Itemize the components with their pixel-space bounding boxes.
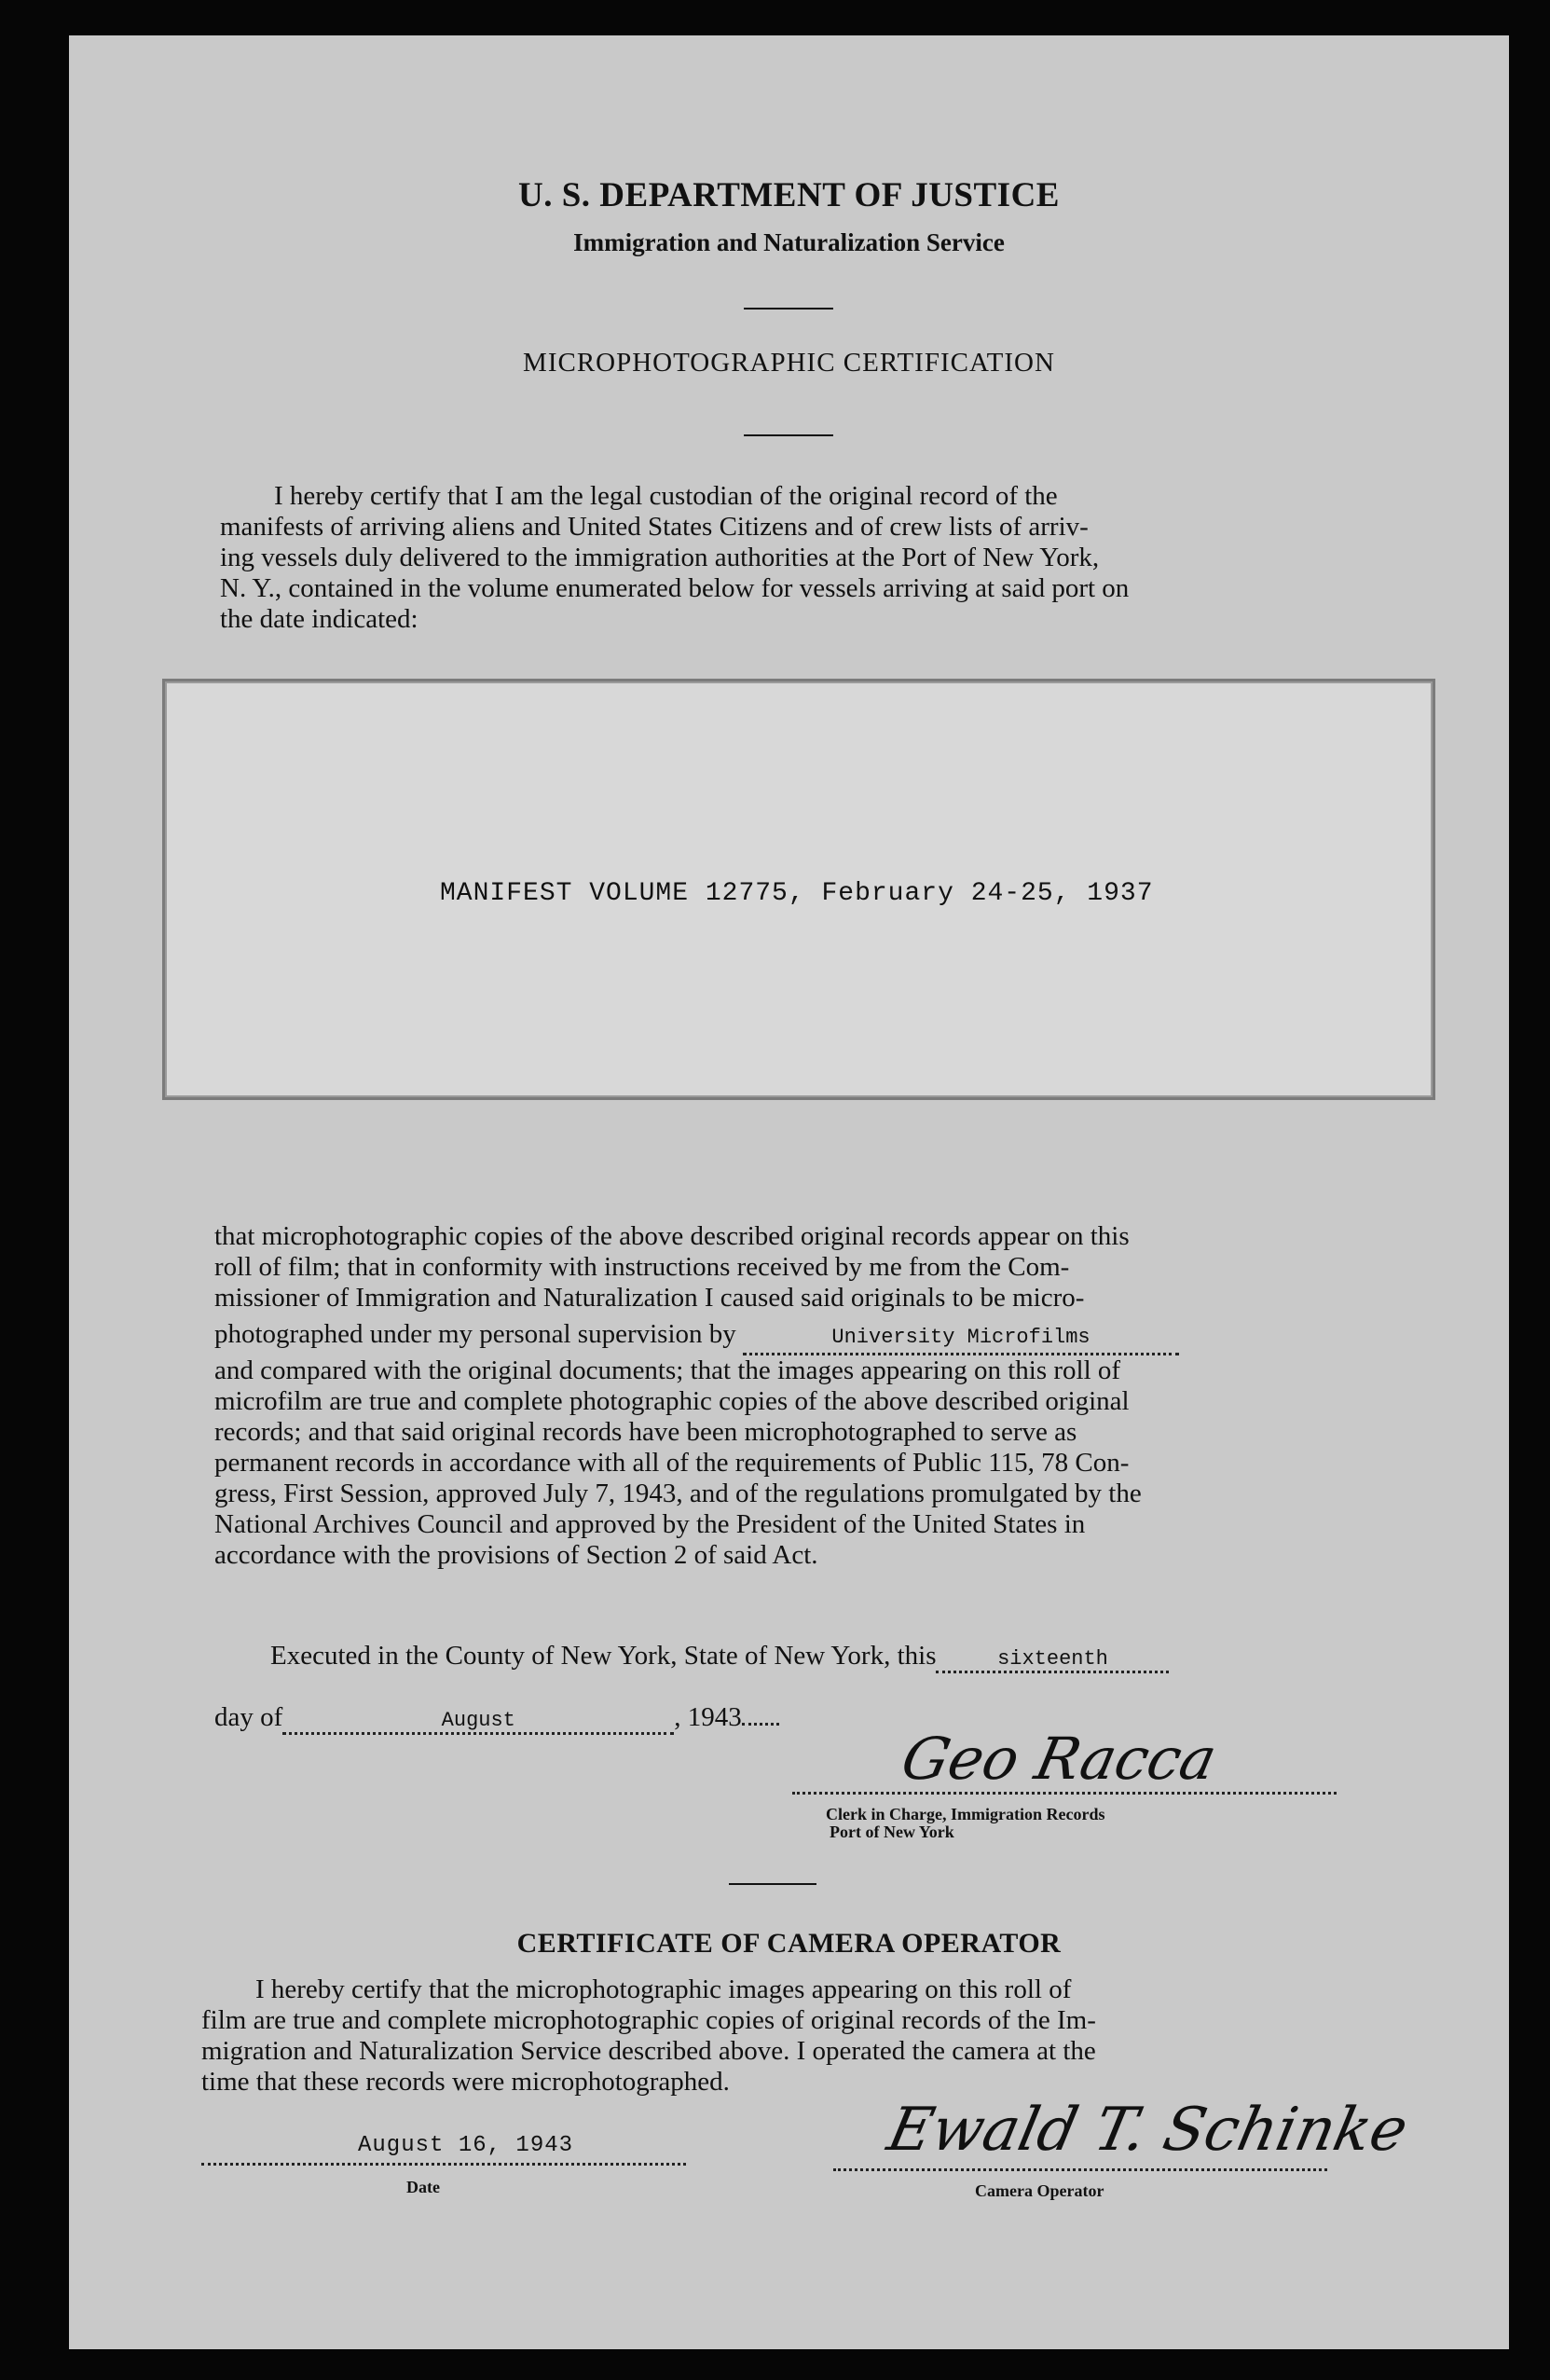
operator-signature: Ewald T. Schinke bbox=[882, 2096, 1414, 2165]
custodian-body bbox=[214, 1221, 1417, 1571]
executed-month-field: August bbox=[282, 1709, 674, 1735]
executed-year: , 1943 bbox=[674, 1702, 742, 1732]
volume-description: MANIFEST VOLUME 12775, February 24-25, 1937 bbox=[440, 879, 1154, 908]
clerk-signature: Geo Racca bbox=[896, 1725, 1223, 1793]
camera-line: time that these records were microphotographed. bbox=[201, 2067, 730, 2097]
camera-certificate-title: CERTIFICATE OF CAMERA OPERATOR bbox=[516, 1928, 1062, 1959]
body-line: gress, First Session, approved July 7, 1943, and of the regulations promulgated by the bbox=[214, 1479, 1142, 1508]
executed-prefix: Executed in the County of New York, State of New York, this bbox=[270, 1641, 937, 1671]
divider bbox=[744, 434, 833, 436]
divider bbox=[744, 308, 833, 310]
operator-label: Camera Operator bbox=[975, 2181, 1104, 2200]
body-line: roll of film; that in conformity with instructions received by me from the Com- bbox=[214, 1252, 1070, 1282]
camera-line: migration and Naturalization Service described above. I operated the camera at the bbox=[201, 2036, 1096, 2066]
day-of-prefix: day of bbox=[214, 1702, 283, 1732]
executed-day-field: sixteenth bbox=[936, 1647, 1169, 1673]
custodian-intro bbox=[220, 481, 1422, 635]
body-line: and compared with the original documents; that the images appearing on this roll of bbox=[214, 1355, 1121, 1385]
body-line: National Archives Council and approved by the President of the United States in bbox=[214, 1509, 1086, 1539]
supervision-by-field: University Microfilms bbox=[743, 1322, 1179, 1355]
intro-line: manifests of arriving aliens and United States Citizens and of crew lists of arriv- bbox=[220, 512, 1089, 542]
body-line: missioner of Immigration and Naturalization I caused said originals to be micro- bbox=[214, 1283, 1085, 1313]
body-line: permanent records in accordance with all of the requirements of Public 115, 78 Con- bbox=[214, 1448, 1130, 1478]
intro-line: N. Y., contained in the volume enumerated below for vessels arriving at said port on bbox=[220, 573, 1130, 603]
year-tail-dots bbox=[742, 1723, 779, 1726]
intro-line: the date indicated: bbox=[220, 604, 418, 634]
operator-signature-line bbox=[833, 2168, 1327, 2171]
divider bbox=[729, 1883, 816, 1885]
intro-line: I hereby certify that I am the legal custodian of the original record of the bbox=[274, 481, 1058, 511]
date-label: Date bbox=[406, 2178, 440, 2196]
body-line: accordance with the provisions of Section 2 of said Act. bbox=[214, 1540, 818, 1570]
camera-line: film are true and complete microphotographic copies of original records of the Im- bbox=[201, 2005, 1096, 2035]
department-title: U. S. DEPARTMENT OF JUSTICE bbox=[518, 176, 1060, 214]
clerk-location: Port of New York bbox=[830, 1823, 954, 1841]
supervision-line bbox=[214, 1319, 1417, 1355]
body-line: that microphotographic copies of the above described original records appear on this bbox=[214, 1221, 1130, 1251]
date-value: August 16, 1943 bbox=[358, 2133, 574, 2158]
volume-label-panel bbox=[162, 679, 1435, 1100]
body-line: microfilm are true and complete photographic copies of the above described original bbox=[214, 1386, 1130, 1416]
date-line bbox=[201, 2163, 686, 2166]
clerk-signature-line bbox=[792, 1792, 1337, 1795]
service-subtitle: Immigration and Naturalization Service bbox=[573, 228, 1005, 256]
body-line: records; and that said original records have been microphotographed to serve as bbox=[214, 1417, 1077, 1447]
camera-certificate-body bbox=[201, 1974, 1404, 2098]
camera-line: I hereby certify that the microphotographic images appearing on this roll of bbox=[255, 1974, 1072, 2004]
supervision-prefix: photographed under my personal supervision by bbox=[214, 1319, 736, 1349]
clerk-title: Clerk in Charge, Immigration Records bbox=[826, 1805, 1105, 1823]
day-of-line bbox=[214, 1702, 779, 1735]
intro-line: ing vessels duly delivered to the immigration authorities at the Port of New York, bbox=[220, 543, 1100, 572]
certificate-sheet bbox=[69, 35, 1509, 2349]
executed-line bbox=[270, 1641, 1169, 1673]
form-title: MICROPHOTOGRAPHIC CERTIFICATION bbox=[523, 348, 1055, 378]
